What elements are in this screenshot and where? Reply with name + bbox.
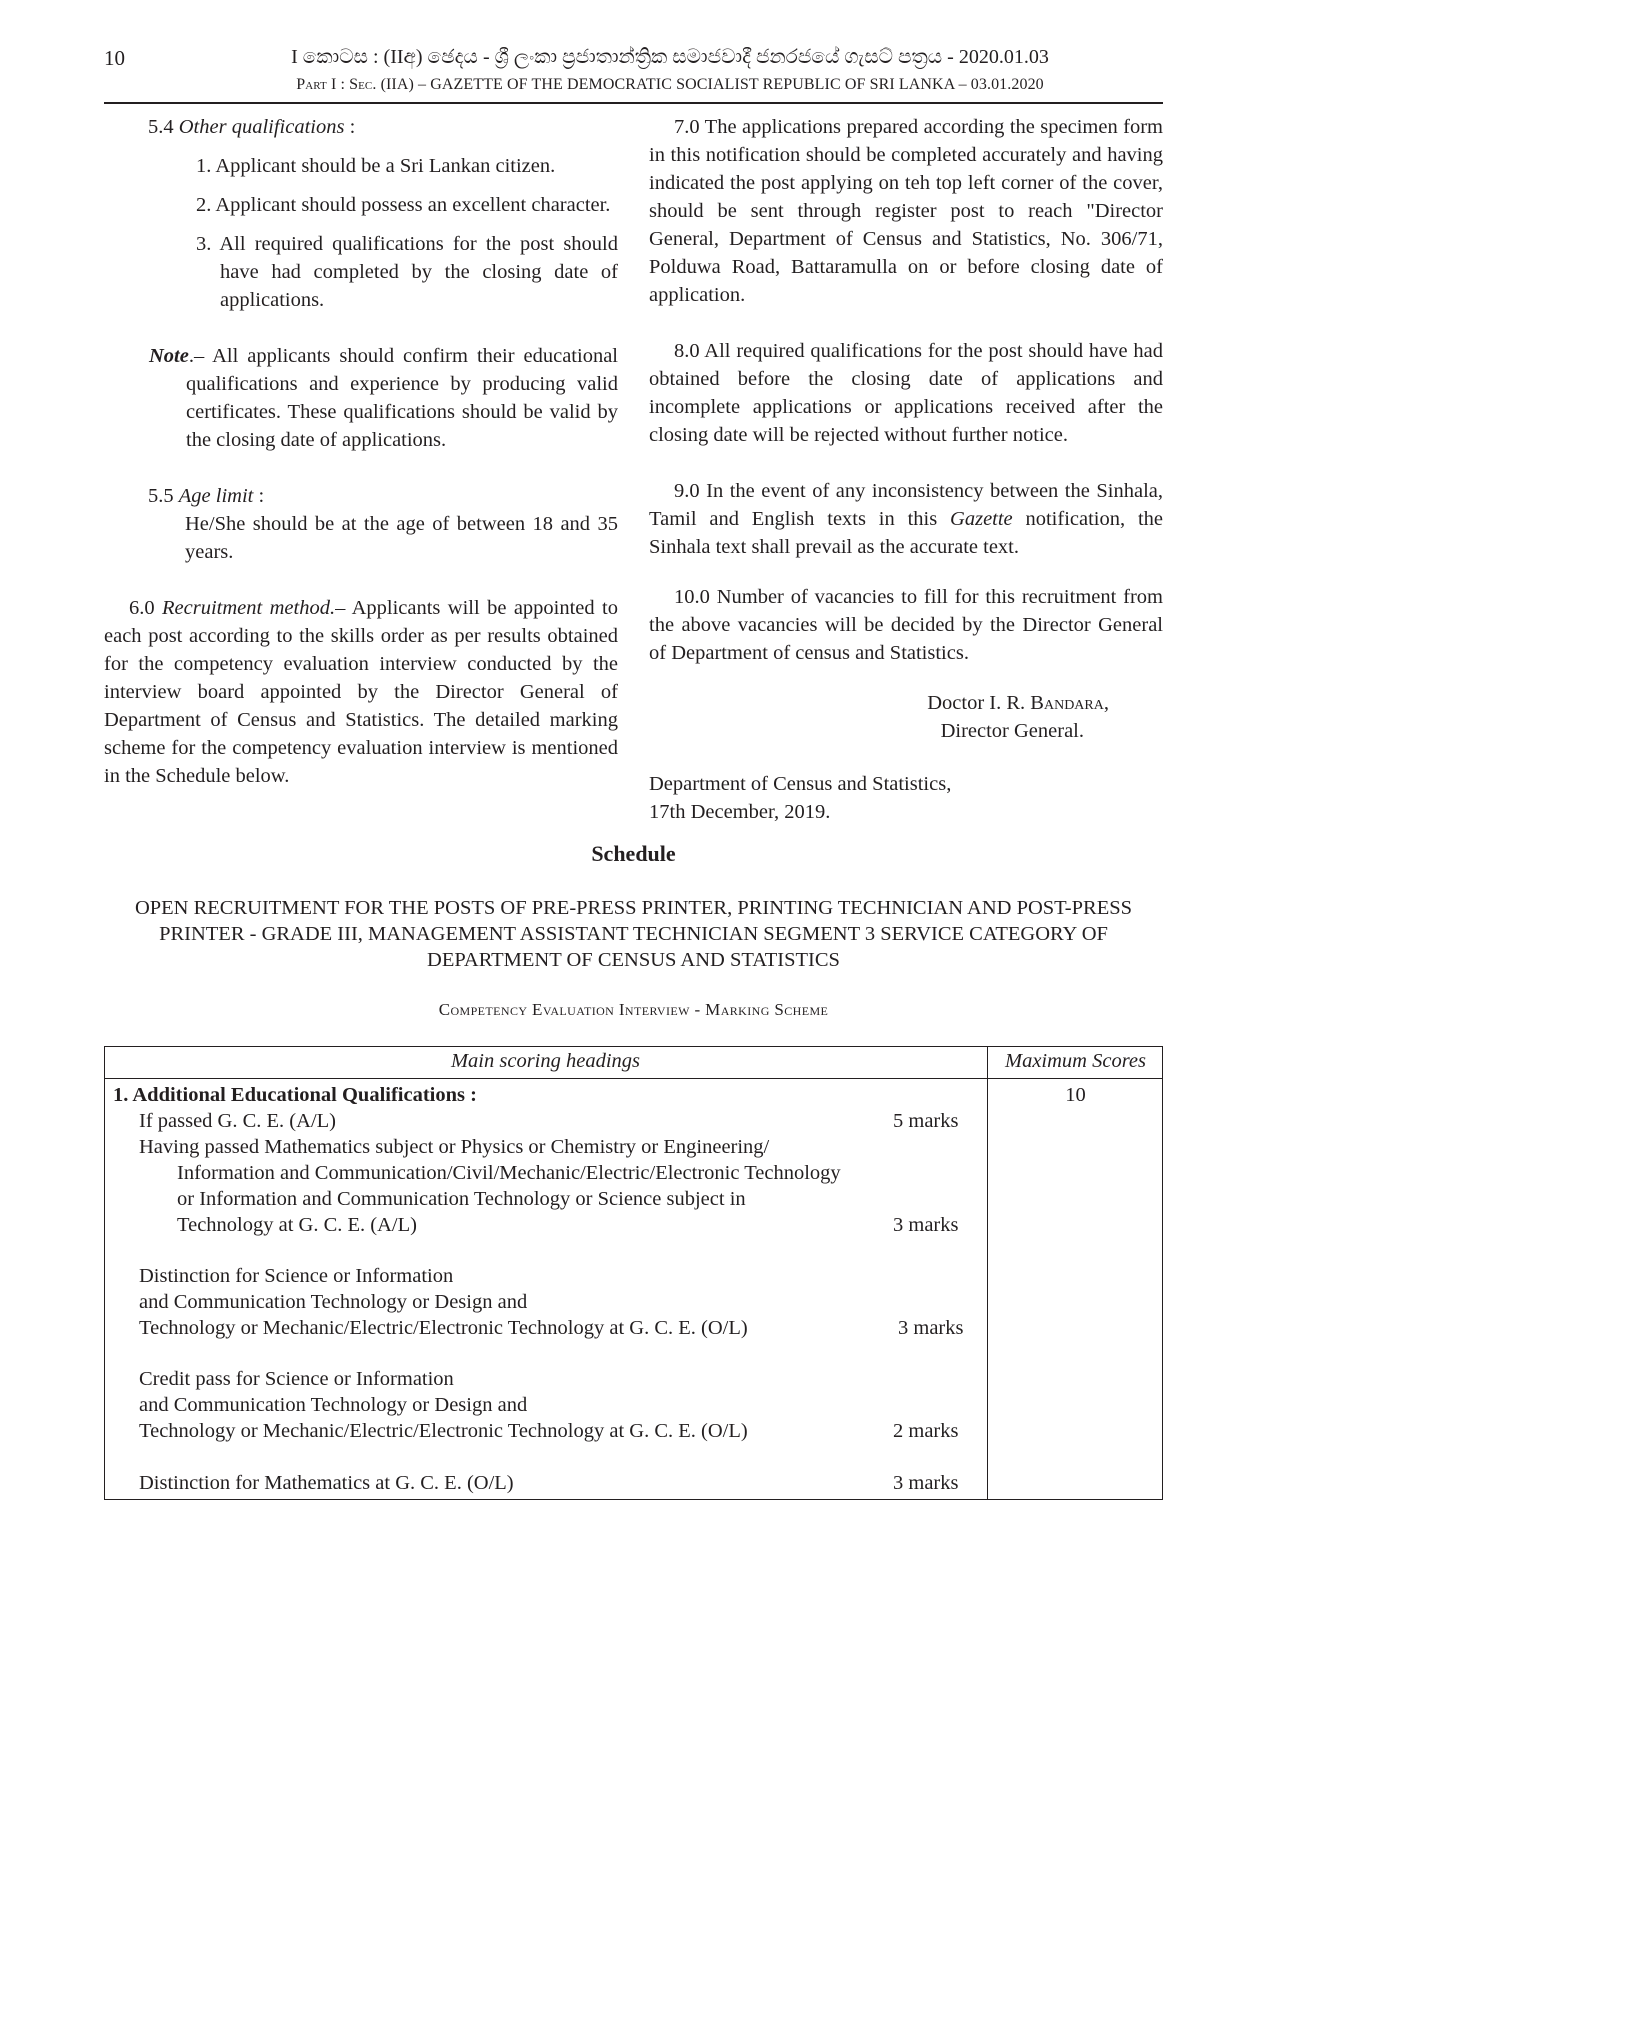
header-english: Part I : Sec. (IIA) – GAZETTE OF THE DEMOCRATIC SOCIALIST REPUBLIC OF SRI LANKA – 03.01.2020 bbox=[296, 76, 1044, 93]
col-header-max-scores: Maximum Scores bbox=[1005, 1050, 1146, 1072]
section-5-4-heading: 5.4 Other qualifications : bbox=[148, 116, 356, 138]
row-al-pass-marks: 5 marks bbox=[893, 1110, 959, 1132]
row-ol-distinction-science-marks: 3 marks bbox=[898, 1317, 964, 1339]
signatory-title: Director General. bbox=[940, 720, 1084, 742]
schedule-subtitle: Competency Evaluation Interview - Marking Scheme bbox=[438, 1000, 829, 1019]
col-header-main-scoring: Main scoring headings bbox=[450, 1050, 641, 1072]
left-column bbox=[104, 113, 618, 790]
row-ol-distinction-maths-marks: 3 marks bbox=[893, 1472, 959, 1494]
qualification-item-2: 2. Applicant should possess an excellent character. bbox=[196, 194, 611, 216]
note-paragraph: Note.– All applicants should confirm their educational qualifications and experience by producing valid certificates. These qualifications should be valid by the closing date of applications. bbox=[149, 345, 618, 451]
section-1-title: 1. Additional Educational Qualifications : bbox=[113, 1084, 477, 1106]
department-name: Department of Census and Statistics, bbox=[649, 773, 952, 795]
row-ol-distinction-science: Distinction for Science or Information and Communication Technology or Design and Technology or Mechanic/Electric/Electronic Technology at G. C. E. (O/L) bbox=[139, 1265, 748, 1339]
section-5-5-heading: 5.5 Age limit : bbox=[148, 485, 265, 507]
page-number: 10 bbox=[104, 46, 125, 70]
right-column bbox=[649, 113, 1163, 826]
table-header-divider bbox=[104, 1078, 1163, 1079]
row-al-pass: If passed G. C. E. (A/L) bbox=[139, 1110, 336, 1132]
header-sinhala: I කොටස : (IIඅ) ඡෙදය - ශ්‍රී ලංකා ප්‍රජාතාන්ත්‍රික සමාජවාදී ජනරජයේ ගැසට් පත්‍රය - 2020.01.03 bbox=[291, 46, 1049, 68]
section-8-0-paragraph: 8.0 All required qualifications for the post should have had obtained before the closing date of applications and incomplete applications or applications received after the closing date will be rejected without further notice. bbox=[649, 340, 1163, 446]
row-ol-credit-science-marks: 2 marks bbox=[893, 1420, 959, 1442]
section-10-0-paragraph: 10.0 Number of vacancies to fill for this recruitment from the above vacancies will be decided by the Director General of Department of census and Statistics. bbox=[649, 586, 1163, 664]
signature-block bbox=[649, 689, 1109, 745]
table-column-divider bbox=[987, 1046, 988, 1500]
schedule-title: OPEN RECRUITMENT FOR THE POSTS OF PRE-PRESS PRINTER, PRINTING TECHNICIAN AND POST-PRESS PRINTER - GRADE III, MANAGEMENT ASSISTANT TECHNICIAN SEGMENT 3 SERVICE CATEGORY OF DEPARTMENT OF CENSUS AND STATISTICS bbox=[134, 897, 1133, 971]
notice-date: 17th December, 2019. bbox=[649, 801, 831, 823]
section-1-max-score: 10 bbox=[1065, 1084, 1086, 1106]
row-al-subjects-marks: 3 marks bbox=[893, 1214, 959, 1236]
row-al-subjects: Having passed Mathematics subject or Physics or Chemistry or Engineering/ Information and Communication/Civil/Mechanic/Electric/Electronic Technology or Information and Communication Technology or Science subject in Technology at G. C. E. (A/L) bbox=[139, 1136, 841, 1236]
signatory-name: Doctor I. R. Bandara, bbox=[927, 692, 1109, 714]
header-rule bbox=[104, 102, 1163, 104]
qualification-item-1: 1. Applicant should be a Sri Lankan citizen. bbox=[196, 155, 556, 177]
qualification-item-3: 3. All required qualifications for the post should have had completed by the closing date of applications. bbox=[196, 233, 618, 311]
section-9-0-paragraph: 9.0 In the event of any inconsistency between the Sinhala, Tamil and English texts in this Gazette notification, the Sinhala text shall prevail as the accurate text. bbox=[649, 480, 1163, 558]
schedule-heading: Schedule bbox=[591, 841, 676, 866]
age-limit-text: He/She should be at the age of between 18 and 35 years. bbox=[185, 513, 618, 563]
row-ol-distinction-maths: Distinction for Mathematics at G. C. E. (O/L) bbox=[139, 1472, 514, 1494]
row-ol-credit-science: Credit pass for Science or Information and Communication Technology or Design and Technology or Mechanic/Electric/Electronic Technology at G. C. E. (O/L) bbox=[139, 1368, 748, 1442]
section-6-0-paragraph: 6.0 Recruitment method.– Applicants will be appointed to each post according to the skills order as per results obtained for the competency evaluation interview conducted by the interview board appointed by the Director General of Department of Census and Statistics. The detailed marking scheme for the competency evaluation interview is mentioned in the Schedule below. bbox=[104, 597, 618, 787]
section-7-0-paragraph: 7.0 The applications prepared according the specimen form in this notification should be completed accurately and having indicated the post applying on teh top left corner of the cover, should be sent through register post to reach "Director General, Department of Census and Statistics, No. 306/71, Polduwa Road, Battaramulla on or before closing date of application. bbox=[649, 116, 1163, 306]
